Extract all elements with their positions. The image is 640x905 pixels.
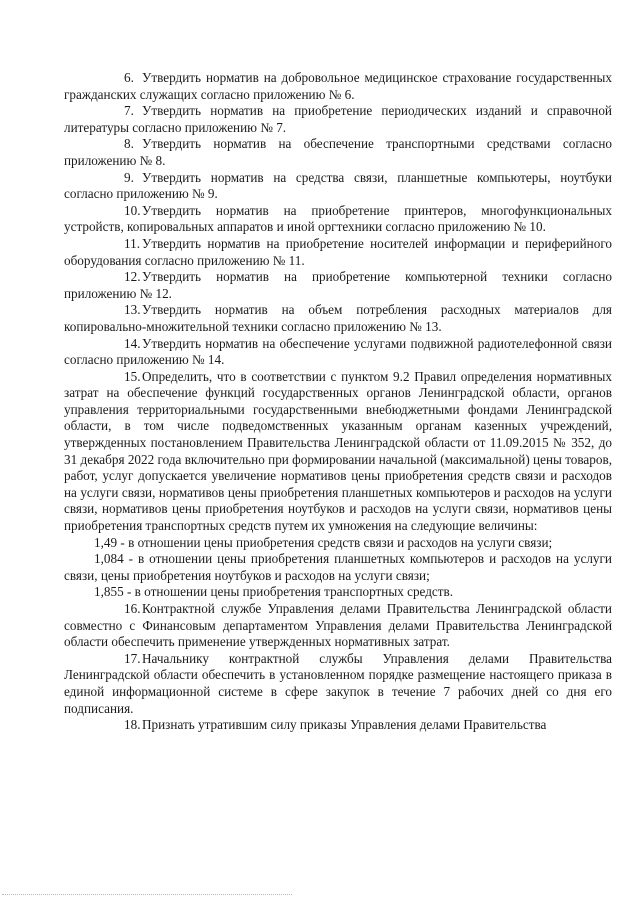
clause-text: Начальнику контрактной службы Управления делами Правительства Ленинградской области обеспечить в установленном порядке размещение настоящего приказа в единой информационной системе в сфере закупок в течение 7 рабочих дней со дня его подписания.: [64, 650, 612, 716]
clause-number: 14.: [124, 335, 141, 351]
clause-18: [64, 717, 612, 734]
clause-number: 7.: [124, 103, 134, 119]
subclause-3: 1,855 - в отношении цены приобретения транспортных средств.: [94, 584, 454, 600]
clause-number: 8.: [124, 136, 134, 152]
clause-number: 12.: [124, 269, 141, 285]
clause-text: Утвердить норматив на средства связи, планшетные компьютеры, ноутбуки согласно приложению № 9.: [64, 169, 612, 202]
clause-14: [64, 336, 612, 369]
footer-dotted-line: [2, 894, 292, 895]
clause-8: [64, 136, 612, 169]
clause-number: 15.: [124, 368, 141, 384]
clause-number: 18.: [124, 717, 141, 733]
clause-text: Утвердить норматив на добровольное медицинское страхование государственных гражданских служащих согласно приложению № 6.: [64, 70, 612, 102]
subclause-1: 1,49 - в отношении цены приобретения средств связи и расходов на услуги связи;: [94, 534, 553, 550]
clause-15: [64, 369, 612, 535]
document-page: [64, 70, 612, 734]
clause-10: [64, 203, 612, 236]
clause-16: [64, 601, 612, 651]
clause-text: Утвердить норматив на приобретение носителей информации и периферийного оборудования согласно приложению № 11.: [64, 235, 612, 268]
clause-11: [64, 236, 612, 269]
clause-6: [64, 70, 612, 103]
clause-number: 13.: [124, 302, 141, 318]
clause-number: 11.: [124, 235, 140, 251]
clause-text: Утвердить норматив на приобретение компьютерной техники согласно приложению № 12.: [64, 269, 612, 301]
clause-text: Признать утратившим силу приказы Управления делами Правительства: [142, 717, 547, 733]
clause-number: 9.: [124, 169, 134, 185]
clause-number: 6.: [124, 70, 134, 85]
clause-17: [64, 651, 612, 717]
clause-text: Определить, что в соответствии с пунктом 9.2 Правил определения нормативных затрат на обеспечение функций государственных органов Ленинградской области, органов управления территориальными государственными внебюджетными фондами Ленинградской области, в том числе подведомственных указанным органам казенных учреждений, утвержденных постановлением Правительства Ленинградской области от 11.09.2015 № 352, до 31 декабря 2022 года включительно при формировании начальной (максимальной) цены товаров, работ, услуг допускается увеличение нормативов цены приобретения средств связи и расходов на услуги связи, нормативов цены приобретения планшетных компьютеров и расходов на услуги связи, нормативов цены приобретения ноутбуков и расходов на услуги связи, нормативов цены приобретения транспортных средств путем их умножения на следующие величины:: [64, 368, 612, 534]
clause-number: 17.: [124, 650, 141, 666]
clause-9: [64, 170, 612, 203]
subclause-2: 1,084 - в отношении цены приобретения планшетных компьютеров и расходов на услуги связи, цены приобретения ноутбуков и расходов на услуги связи;: [64, 551, 612, 583]
clause-13: [64, 302, 612, 335]
clause-number: 16.: [124, 601, 141, 616]
clause-number: 10.: [124, 202, 141, 218]
clause-text: Утвердить норматив на объем потребления расходных материалов для копировально-множительной техники согласно приложению № 13.: [64, 302, 612, 334]
clause-text: Утвердить норматив на обеспечение услугами подвижной радиотелефонной связи согласно приложению № 14.: [64, 335, 612, 368]
clause-text: Утвердить норматив на приобретение принтеров, многофункциональных устройств, копировальных аппаратов и иной оргтехники согласно приложению № 10.: [64, 202, 612, 235]
clause-text: Утвердить норматив на обеспечение транспортными средствами согласно приложению № 8.: [64, 136, 612, 168]
clause-text: Утвердить норматив на приобретение периодических изданий и справочной литературы согласно приложению № 7.: [64, 103, 612, 135]
clause-text: Контрактной службе Управления делами Правительства Ленинградской области совместно с Финансовым департаментом Управления делами Правительства Ленинградской области обеспечить применение утвержденных нормативных затрат.: [64, 601, 612, 650]
clause-12: [64, 269, 612, 302]
clause-7: [64, 103, 612, 136]
